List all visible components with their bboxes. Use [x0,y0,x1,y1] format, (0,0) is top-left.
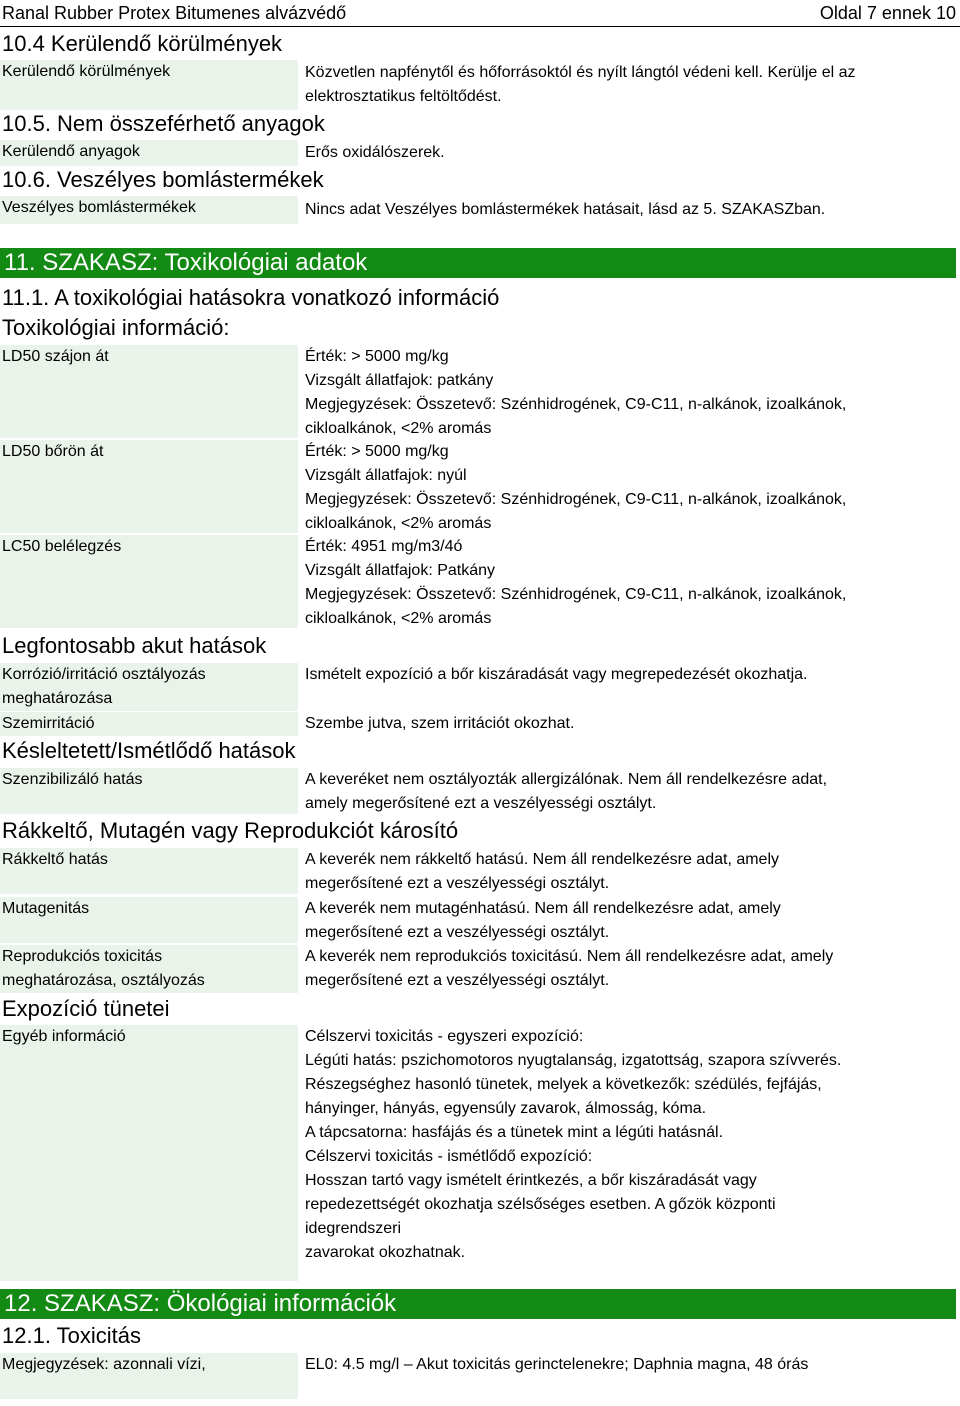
section-11-band: 11. SZAKASZ: Toxikológiai adatok [0,248,956,278]
value-lc50-inhalation: Érték: 4951 mg/m3/4ó Vizsgált állatfajok: Patkány Megjegyzések: Összetevő: Szénhidrogének, C9-C11, n-alkánok, izoalkánok, cikloalkánok, <2% aromás [305,538,847,627]
label-aquatic-notes: Megjegyzések: azonnali vízi, [0,1353,298,1399]
value-corrosion: Ismételt expozíció a bőr kiszáradását vagy megrepedezését okozhatja. [305,666,808,683]
label-ld50-dermal: LD50 bőrön át [0,440,298,533]
value-sensitisation: A keveréket nem osztályozták allergizálónak. Nem áll rendelkezésre adat, amely megerősítené ezt a veszélyességi osztályt. [305,771,828,812]
page-header [0,0,960,27]
value-aquatic-toxicity: EL0: 4.5 mg/l – Akut toxicitás gerinctelenekre; Daphnia magna, 48 órás [305,1356,809,1373]
label-sensitisation: Szenzibilizáló hatás [0,768,298,814]
value-reproductive-toxicity: A keverék nem reprodukciós toxicitású. Nem áll rendelkezésre adat, amely megerősítené ezt a veszélyességi osztályt. [305,948,834,989]
heading-delayed-effects: Késleltetett/Ismétlődő hatások [2,738,296,763]
heading-cmr: Rákkeltő, Mutagén vagy Reprodukciót károsító [2,818,459,843]
page-number: Oldal 7 ennek 10 [819,3,956,23]
label-lc50-inhalation: LC50 belélegzés [0,535,298,628]
value-ld50-dermal: Érték: > 5000 mg/kg Vizsgált állatfajok: nyúl Megjegyzések: Összetevő: Szénhidrogének, C9-C11, n-alkánok, izoalkánok, cikloalkánok, <2% aromás [305,443,847,532]
label-eye-irritation: Szemirritáció [0,712,298,736]
label-reproductive-toxicity: Reprodukciós toxicitás meghatározása, osztályozás [0,945,298,993]
label-other-info: Egyéb információ [0,1025,298,1281]
label-incompatible: Kerülendő anyagok [0,140,298,166]
value-ld50-oral: Érték: > 5000 mg/kg Vizsgált állatfajok: patkány Megjegyzések: Összetevő: Szénhidrogének, C9-C11, n-alkánok, izoalkánok, cikloalkánok, <2% aromás [305,348,847,437]
heading-11-1: 11.1. A toxikológiai hatásokra vonatkozó információ [2,285,500,310]
value-carcinogenicity: A keverék nem rákkeltő hatású. Nem áll rendelkezésre adat, amely megerősítené ezt a veszélyességi osztályt. [305,851,780,892]
heading-10-6: 10.6. Veszélyes bomlástermékek [2,167,324,192]
value-mutagenicity: A keverék nem mutagénhatású. Nem áll rendelkezésre adat, amely megerősítené ezt a veszélyességi osztályt. [305,900,781,941]
value-avoid-conditions: Közvetlen napfénytől és hőforrásoktól és nyílt lángtól védeni kell. Kerülje el az elektrosztatikus feltöltődést. [305,64,856,105]
heading-exposure-symptoms: Expozíció tünetei [2,996,170,1021]
label-mutagenicity: Mutagenitás [0,897,298,943]
heading-12-1: 12.1. Toxicitás [2,1323,142,1348]
value-decomposition: Nincs adat Veszélyes bomlástermékek hatásait, lásd az 5. SZAKASZban. [305,201,826,218]
label-ld50-oral: LD50 szájon át [0,345,298,438]
value-other-info: Célszervi toxicitás - egyszeri expozíció: Légúti hatás: pszichomotoros nyugtalanság, izgatottság, szapora szívverés. Részegséghez hasonló tünetek, melyek a következők: szédülés, fejfájás, hányinger, hányás, egyensúly zavarok, álmosság, kóma. A tápcsatorna: hasfájás és a tünetek mint a légúti hatásnál. Célszervi toxicitás - ismétlődő expozíció: Hosszan tartó vagy ismételt érintkezés, a bőr kiszáradását vagy repedezettségét okozhatja szélsőséges esetben. A gőzök központi idegrendszeri zavarokat okozhatnak. [305,1028,842,1261]
heading-10-4: 10.4 Kerülendő körülmények [2,31,283,56]
section-12-band: 12. SZAKASZ: Ökológiai információk [0,1289,956,1319]
value-incompatible: Erős oxidálószerek. [305,144,445,161]
heading-toxinfo: Toxikológiai információ: [2,315,230,340]
value-eye-irritation: Szembe jutva, szem irritációt okozhat. [305,715,575,732]
label-avoid-conditions: Kerülendő körülmények [0,60,298,110]
label-corrosion: Korrózió/irritáció osztályozás meghatározása [0,663,298,711]
heading-acute-effects: Legfontosabb akut hatások [2,633,267,658]
document-title: Ranal Rubber Protex Bitumenes alvázvédő [2,3,347,23]
label-carcinogenicity: Rákkeltő hatás [0,848,298,894]
label-decomposition: Veszélyes bomlástermékek [0,196,298,224]
heading-10-5: 10.5. Nem összeférhető anyagok [2,111,325,136]
